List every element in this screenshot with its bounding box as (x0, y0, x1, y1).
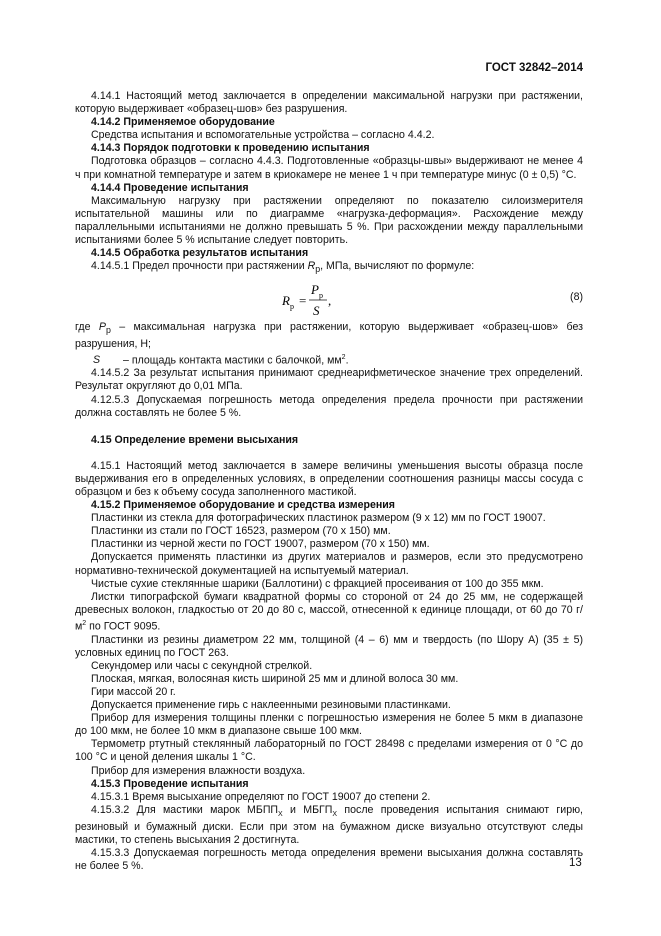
formula-comma: , (328, 293, 332, 309)
section-title: 4.15 Определение времени высыхания (91, 433, 299, 446)
heading: 4.14.4 Проведение испытания (91, 181, 249, 194)
paragraph: 4.12.5.3 Допускаемая погрешность метода определения предела прочности при растяжении должна составлять не более 5 %. (75, 393, 583, 419)
paragraph: Допускается применение гирь с наклеенными резиновыми пластинками. (91, 699, 451, 712)
formula-lhs-sub: р (290, 302, 294, 312)
paragraph: Секундомер или часы с секундной стрелкой. (91, 659, 313, 672)
paragraph: Максимальную нагрузку при растяжении определяют по показателю силоизмерителя испытательной машины или по диаграмме «нагрузка-деформация». Расхождение между параллельными испытаниями не должно превышать 5 %. При расхождении между параллельными испытаниями более 5 % испытание следует повторить. (75, 194, 583, 247)
heading: 4.14.3 Порядок подготовки к проведению испытания (91, 142, 370, 155)
page-number: 13 (569, 857, 582, 869)
heading: 4.15.2 Применяемое оборудование и средства измерения (91, 499, 395, 512)
formula-lhs: R (282, 293, 290, 309)
paragraph: Термометр ртутный стеклянный лабораторный по ГОСТ 28498 с пределами измерения от 0 °С до 100 °С и ценой деления шкалы 1 °С. (75, 738, 583, 764)
paragraph: Листки типографской бумаги квадратной формы со стороной от 24 до 25 мм, не содержащей древесных волокон, гладкостью от 20 до 80 с, массой, отнесенной к единице площади, от 60 до 70 $г/м^2$ по ГОСТ 9095. (75, 590, 583, 633)
paragraph: Прибор для измерения толщины пленки с погрешностью измерения не более 5 мкм в диапазоне до 100 мкм, не более 10 мкм в диапазоне свыше 100 мкм. (75, 712, 583, 738)
heading: 4.14.2 Применяемое оборудование (91, 116, 275, 129)
paragraph: Чистые сухие стеклянные шарики (Баллотини) с фракцией просеивания от 100 до 355 мкм. (91, 577, 544, 590)
paragraph: 4.15.3.1 Время высыхание определяют по ГОСТ 19007 до степени 2. (91, 790, 431, 803)
paragraph: Допускается применять пластинки из других материалов и размеров, если это предусмотрено нормативно-технической документацией на испытуемый материал. (75, 551, 583, 577)
formula-number: (8) (570, 291, 583, 304)
formula-equals: = (299, 293, 307, 309)
paragraph: Гири массой 20 г. (91, 685, 176, 698)
paragraph: Средства испытания и вспомогательные устройства – согласно 4.4.2. (91, 129, 435, 142)
paragraph: Плоская, мягкая, волосяная кисть шириной 25 мм и длиной волоса 30 мм. (91, 672, 459, 685)
paragraph: 4.15.3.2 Для мастики марок $МБПП_Х$ и $МБГП_Х$ после проведения испытания снимают гирю, резиновый и бумажный диски. Если при этом на бумажном диске визуально отсутствуют следы мастики, то степень высыхания 2 достигнута. (75, 803, 583, 847)
formula-where: где $P_р$ – максимальная нагрузка при растяжении, которую выдерживает «образец-шов» без разрушения, Н; (75, 321, 584, 350)
formula-numerator: P (311, 282, 319, 298)
paragraph: Пластинки из черной жести по ГОСТ 19007, размером (70 х 150) мм. (91, 538, 430, 551)
formula-intro: 4.14.5.1 Предел прочности при растяжении $R_р$, МПа, вычисляют по формуле: (91, 260, 475, 275)
formula-svg (75, 280, 583, 318)
formula-8 (75, 280, 583, 318)
formula-s-definition: S – площадь контакта мастики с балочкой, $мм^2$. (93, 353, 349, 367)
paragraph: Пластинки из стекла для фотографических пластинок размером (9 х 12) мм по ГОСТ 19007. (91, 512, 546, 525)
document-body (75, 90, 583, 873)
heading: 4.14.5 Обработка результатов испытания (91, 247, 309, 260)
paragraph: 4.14.5.2 За результат испытания принимают среднеарифметическое значение трех определений. Результат округляют до 0,01 МПа. (75, 367, 583, 393)
formula-numerator-sub: р (319, 291, 323, 301)
paragraph: Прибор для измерения влажности воздуха. (91, 764, 306, 777)
formula-denominator: S (313, 303, 320, 319)
heading: 4.15.3 Проведение испытания (91, 777, 249, 790)
standard-header: ГОСТ 32842–2014 (485, 62, 583, 74)
paragraph: 4.15.3.3 Допускаемая погрешность метода определения времени высыхания должна составлять не более 5 %. (75, 847, 583, 873)
paragraph: Подготовка образцов – согласно 4.4.3. Подготовленные «образцы-швы» выдерживают не менее 4 ч при комнатной температуре и затем в криокамере не менее 1 ч при температуре минус (0 ± 0,5) °С. (75, 155, 583, 181)
paragraph: 4.14.1 Настоящий метод заключается в определении максимальной нагрузки при растяжении, которую выдерживает «образец-шов» без разрушения. (75, 90, 583, 116)
paragraph: Пластинки из резины диаметром 22 мм, толщиной (4 – 6) мм и твердость (по Шору А) (35 ± 5) условных единиц по ГОСТ 263. (75, 633, 583, 659)
paragraph: Пластинки из стали по ГОСТ 16523, размером (70 х 150) мм. (91, 525, 391, 538)
paragraph: 4.15.1 Настоящий метод заключается в замере величины уменьшения высоты образца после выдерживания его в определенных условиях, в определении соотношения разницы массы сосуда с образцом и без к объему сосуда заполненного мастикой. (75, 459, 583, 498)
